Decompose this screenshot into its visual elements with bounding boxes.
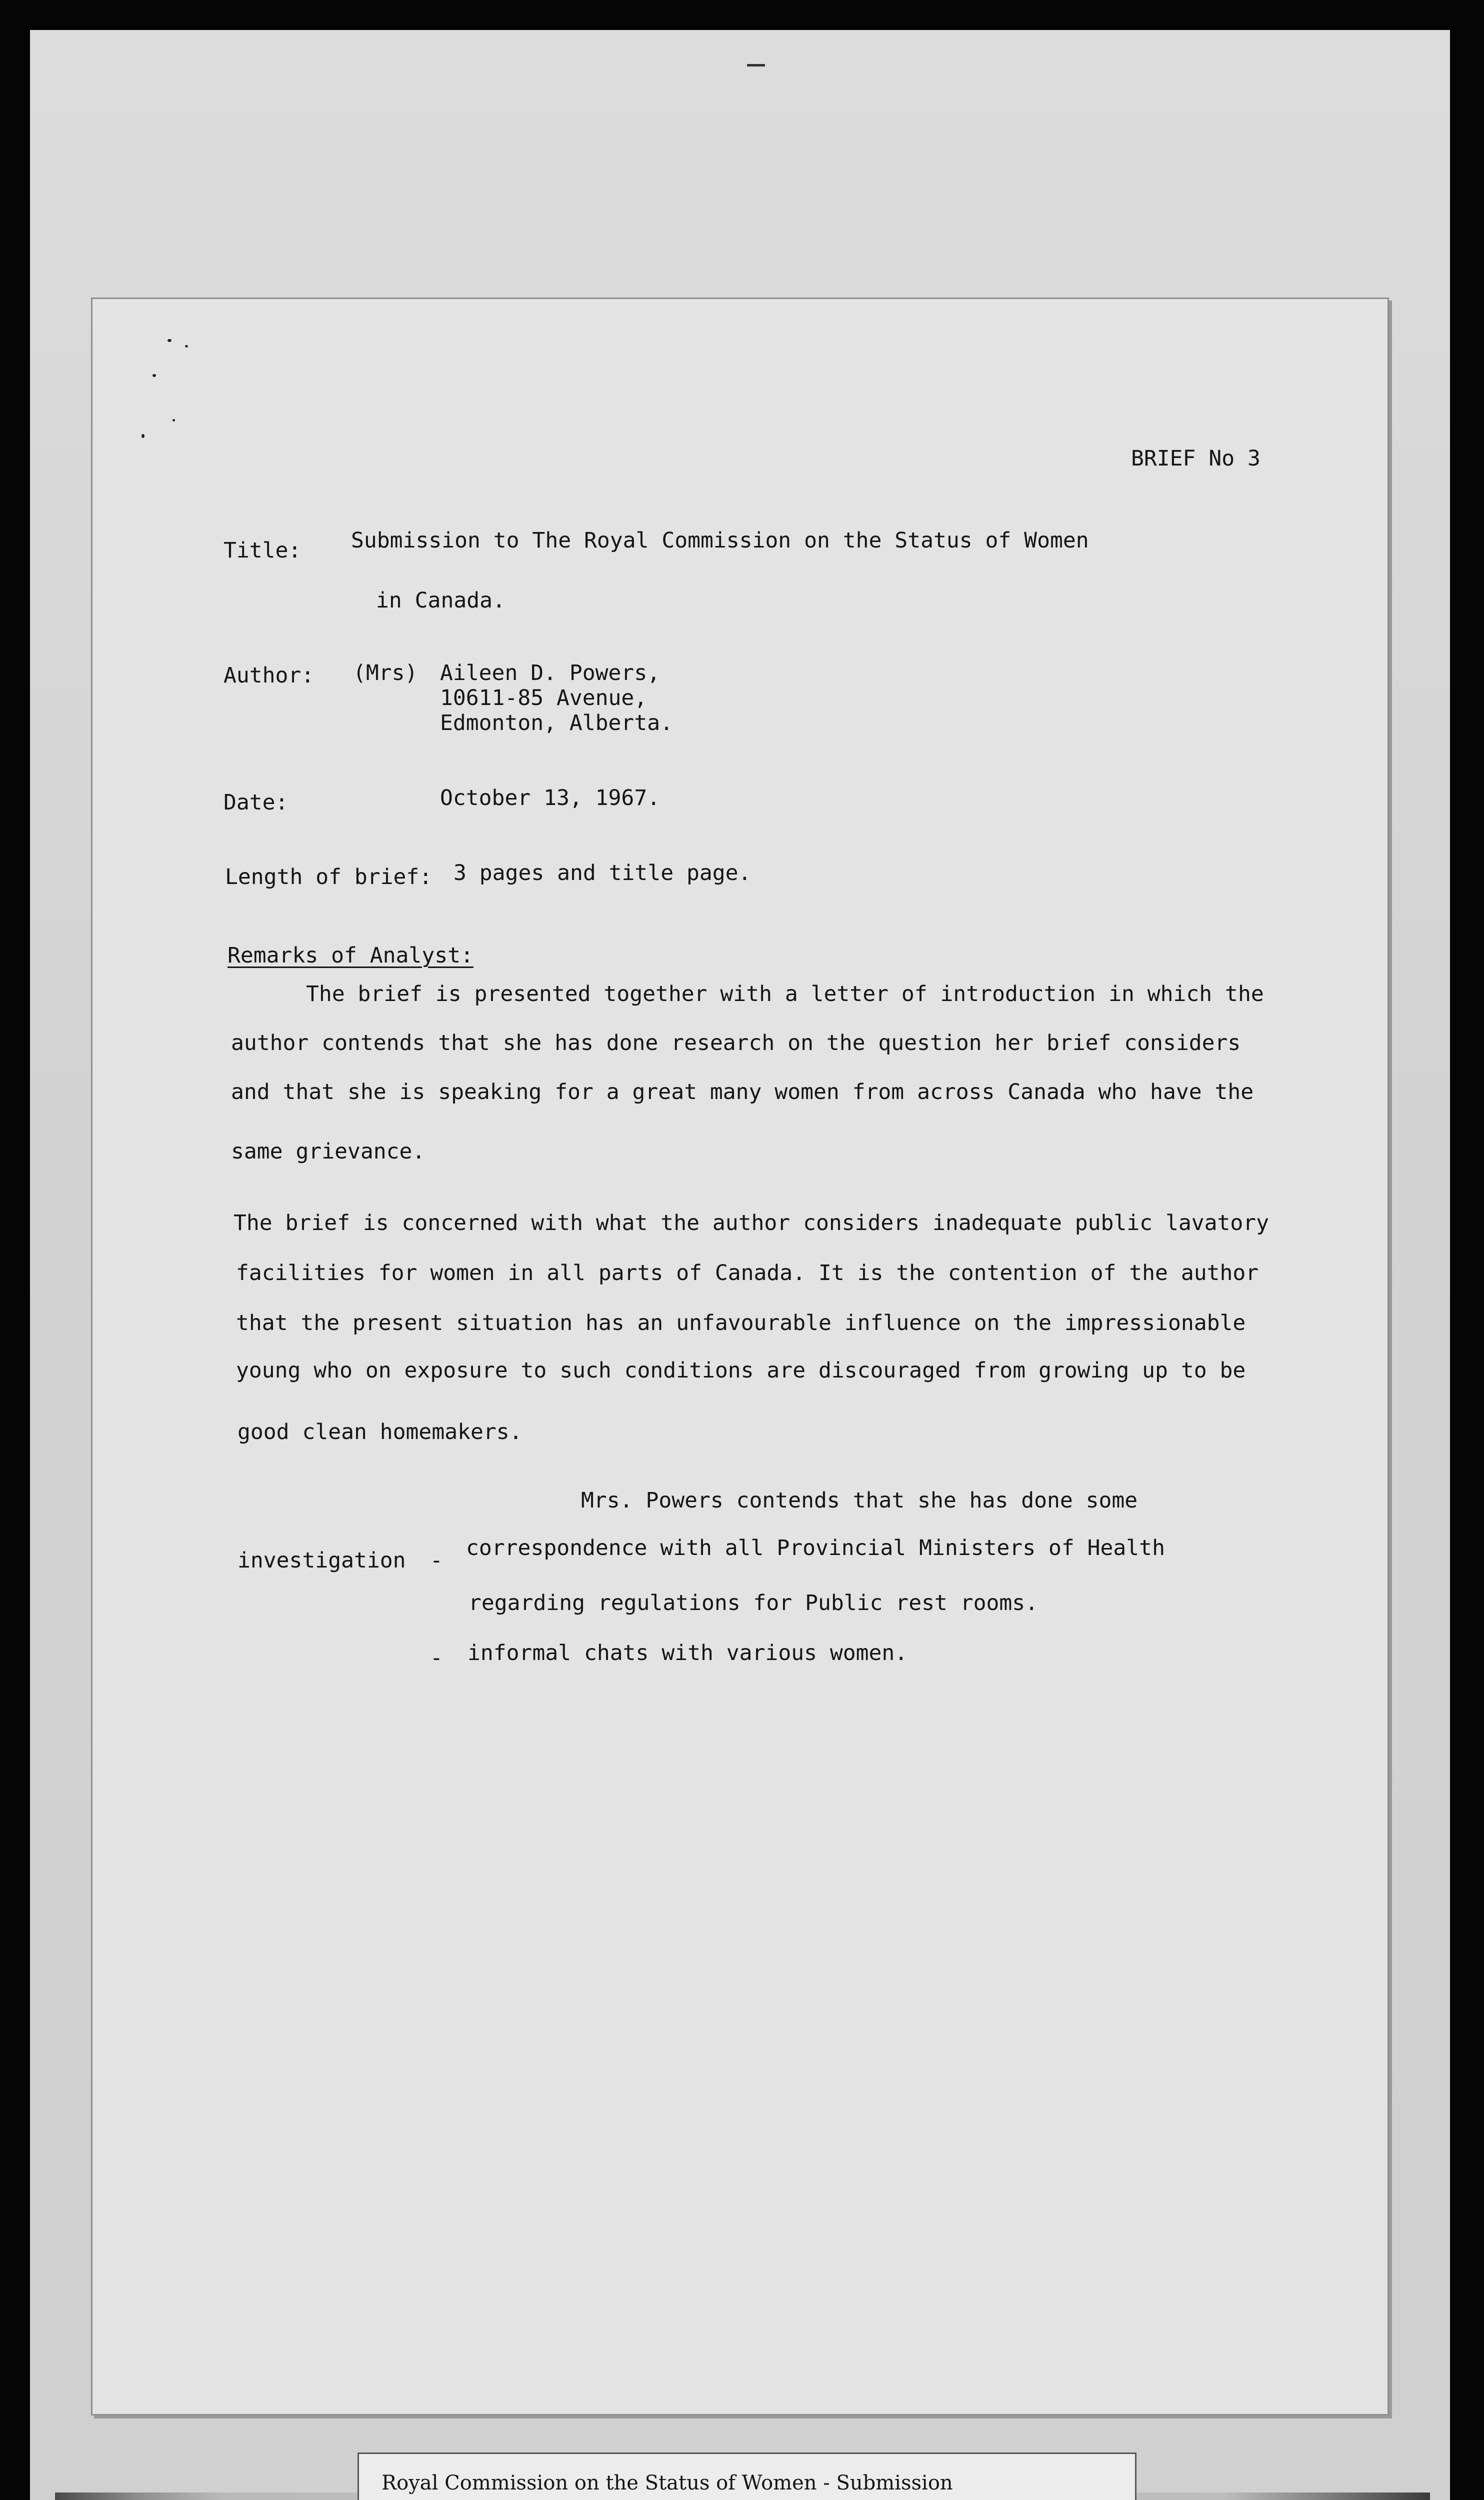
length-label: Length of brief: [225,864,432,890]
para2-line-3: that the present situation has an unfavourable influence on the impressionable [236,1310,1246,1336]
date-label: Date: [224,790,288,815]
para2-line-4: young who on exposure to such conditions are discouraged from growing up to be [236,1358,1246,1383]
investigation-item-1: correspondence with all Provincial Ministers of Health [466,1536,1165,1560]
author-name: Aileen D. Powers, [440,660,660,686]
page-speck [185,345,188,348]
title-line-2: in Canada. [376,588,506,613]
length-value: 3 pages and title page. [454,860,752,886]
page-speck [172,419,175,422]
brief-number: BRIEF No 3 [1131,446,1260,471]
archive-reference-slip [358,2452,1136,2500]
brief-page [91,298,1389,2416]
title-label: Title: [224,538,302,563]
page-speck [142,434,144,438]
para2-line-5: good clean homemakers. [238,1420,522,1444]
para3-intro: Mrs. Powers contends that she has done some [581,1488,1138,1513]
author-label: Author: [224,663,314,688]
slip-line-1: Royal Commission on the Status of Women - Submission [382,2472,953,2494]
para1-line-3: and that she is speaking for a great many women from across Canada who have the [231,1080,1254,1104]
page-speck [152,374,156,377]
investigation-label: investigation [238,1548,406,1573]
frame-mark [747,64,765,66]
para2-line-1: The brief is concerned with what the author considers inadequate public lavatory [234,1210,1270,1236]
para1-line-2: author contends that she has done research on the question her brief considers [231,1030,1241,1056]
para2-line-2: facilities for women in all parts of Canada. It is the contention of the author [236,1260,1259,1286]
author-prefix: (Mrs) [353,660,418,686]
para1-line-1: The brief is presented together with a letter of introduction in which the [306,982,1264,1006]
author-city: Edmonton, Alberta. [440,710,673,736]
investigation-item-2: informal chats with various women. [468,1640,908,1666]
investigation-item-1-cont: regarding regulations for Public rest rooms. [468,1590,1038,1616]
title-line-1: Submission to The Royal Commission on the Status of Women [351,528,1089,553]
author-street: 10611-85 Avenue, [440,686,648,710]
page-speck [168,339,172,342]
list-dash: - [430,1548,443,1573]
para1-line-4: same grievance. [231,1139,426,1164]
date-value: October 13, 1967. [440,786,660,810]
list-dash: - [430,1646,443,1670]
remarks-heading: Remarks of Analyst: [228,943,474,968]
